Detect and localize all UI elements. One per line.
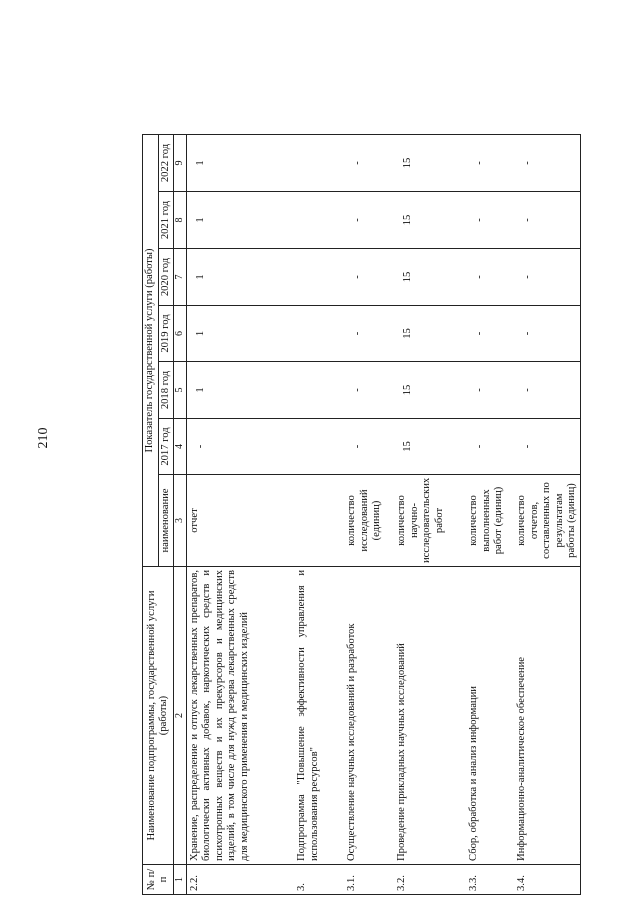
- column-number: 2: [174, 567, 187, 865]
- row-indicator: отчет: [186, 475, 294, 567]
- header-year-2020: 2020 год: [158, 249, 174, 306]
- header-col-indicator: наименование: [158, 475, 174, 567]
- row-indicator: количество исследований (единиц): [344, 475, 394, 567]
- row-value: 15: [394, 192, 466, 249]
- row-value: -: [466, 135, 514, 192]
- row-value: 15: [394, 249, 466, 306]
- row-indicator: количество отчетов, составленных по результатам работы (единиц): [514, 475, 580, 567]
- header-col-no: № п/п: [143, 865, 174, 895]
- page-number: 210: [36, 427, 51, 449]
- row-value: 1: [186, 362, 294, 419]
- row-value: -: [344, 306, 394, 362]
- row-number: 3.: [294, 865, 344, 895]
- rotated-table-container: [142, 135, 632, 895]
- table-row: [186, 135, 294, 895]
- column-number: 9: [174, 135, 187, 192]
- row-value: [294, 419, 344, 475]
- row-indicator: [294, 475, 344, 567]
- column-number: 3: [174, 475, 187, 567]
- row-number: 2.2.: [186, 865, 294, 895]
- row-value: -: [344, 419, 394, 475]
- row-value: [294, 249, 344, 306]
- header-year-2021: 2021 год: [158, 192, 174, 249]
- row-value: -: [344, 135, 394, 192]
- row-value: -: [514, 362, 580, 419]
- header-group-title: Показатель государственной услуги (работы): [143, 135, 159, 567]
- column-number: 7: [174, 249, 187, 306]
- row-value: 15: [394, 306, 466, 362]
- row-name: Информационно-аналитическое обеспечение: [514, 567, 580, 865]
- row-value: 15: [394, 419, 466, 475]
- table-row: [514, 135, 580, 895]
- header-year-2019: 2019 год: [158, 306, 174, 362]
- row-number: 3.1.: [344, 865, 394, 895]
- row-name: Проведение прикладных научных исследований: [394, 567, 466, 865]
- header-year-2017: 2017 год: [158, 419, 174, 475]
- row-name: Осуществление научных исследований и разработок: [344, 567, 394, 865]
- row-value: -: [344, 249, 394, 306]
- row-name: Хранение, распределение и отпуск лекарственных препаратов, биологически активных добавок, наркотических средств и психотропных веществ и их прекурсоров и медицинских изделий, в том числе для нужд резерва лекарственных средств для медицинского применения и медицинских изделий: [186, 567, 294, 865]
- row-number: 3.3.: [466, 865, 514, 895]
- table-row: [344, 135, 394, 895]
- row-value: -: [514, 306, 580, 362]
- row-value: -: [344, 362, 394, 419]
- row-value: 15: [394, 362, 466, 419]
- row-number: 3.4.: [514, 865, 580, 895]
- column-numbers-row: [174, 135, 187, 895]
- row-value: -: [514, 192, 580, 249]
- row-indicator: количество научно-исследовательских работ: [394, 475, 466, 567]
- row-value: -: [466, 419, 514, 475]
- row-number: 3.2.: [394, 865, 466, 895]
- row-value: 1: [186, 135, 294, 192]
- row-value: -: [466, 249, 514, 306]
- row-indicator: количество выполненных работ (единиц): [466, 475, 514, 567]
- row-value: [294, 362, 344, 419]
- row-value: [294, 192, 344, 249]
- header-col-name: Наименование подпрограммы, государственной услуги (работы): [143, 567, 174, 865]
- row-name: Сбор, обработка и анализ информации: [466, 567, 514, 865]
- row-value: 1: [186, 249, 294, 306]
- row-name: Подпрограмма "Повышение эффективности управления и использования ресурсов": [294, 567, 344, 865]
- row-value: [294, 306, 344, 362]
- row-value: -: [466, 192, 514, 249]
- row-value: -: [514, 419, 580, 475]
- table-row: [294, 135, 344, 895]
- row-value: 1: [186, 306, 294, 362]
- row-value: -: [466, 306, 514, 362]
- column-number: 4: [174, 419, 187, 475]
- row-value: -: [514, 249, 580, 306]
- column-number: 6: [174, 306, 187, 362]
- column-number: 1: [174, 865, 187, 895]
- table-row: [394, 135, 466, 895]
- header-row-top: [143, 135, 159, 895]
- row-value: [294, 135, 344, 192]
- header-year-2022: 2022 год: [158, 135, 174, 192]
- indicators-table: [142, 134, 581, 895]
- row-value: -: [514, 135, 580, 192]
- column-number: 5: [174, 362, 187, 419]
- row-value: 15: [394, 135, 466, 192]
- row-value: -: [186, 419, 294, 475]
- row-value: -: [466, 362, 514, 419]
- table-row: [466, 135, 514, 895]
- column-number: 8: [174, 192, 187, 249]
- row-value: -: [344, 192, 394, 249]
- row-value: 1: [186, 192, 294, 249]
- header-year-2018: 2018 год: [158, 362, 174, 419]
